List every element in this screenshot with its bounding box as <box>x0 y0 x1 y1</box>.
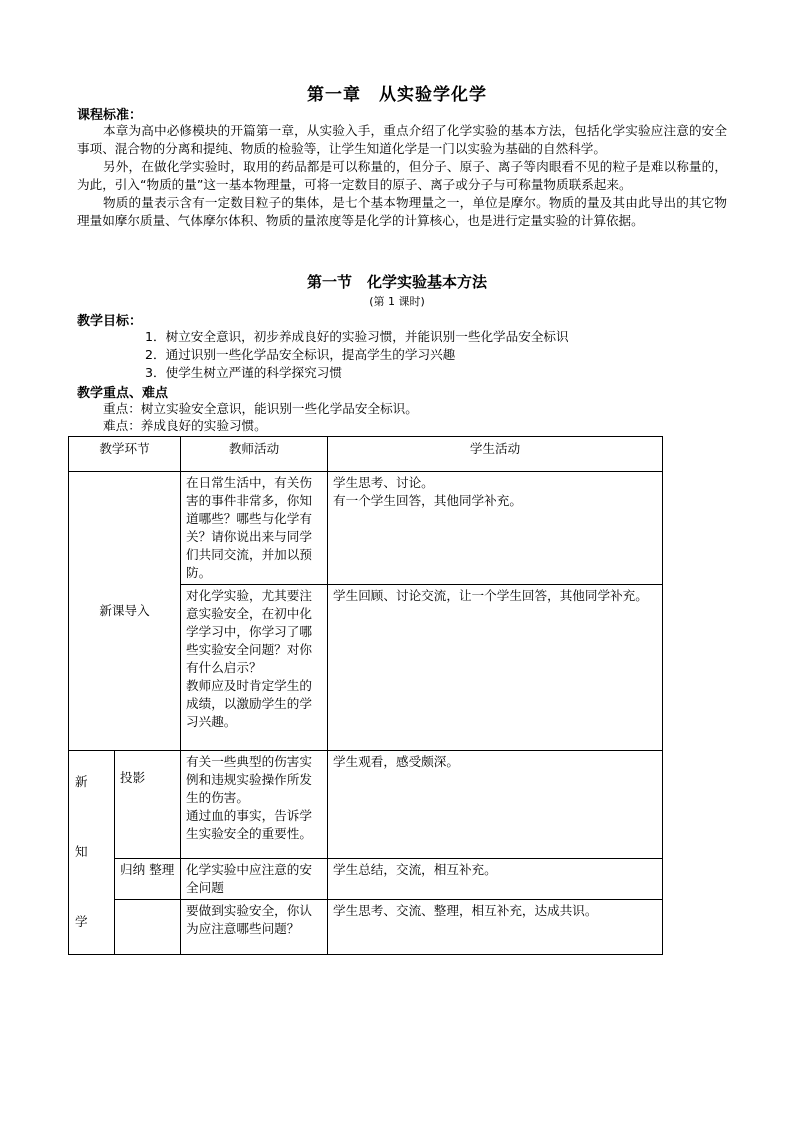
focus-label: 教学重点、难点 <box>77 386 169 401</box>
curriculum-paragraph: 另外，在做化学实验时，取用的药品都是可以称量的，但分子、原子、离子等肉眼看不见的粒子是难以称量的，为此，引入“物质的量”这一基本物理量，可将一定数目的原子、离子或分子与可称量物质联系起来。 <box>77 159 727 192</box>
lesson-plan-table <box>68 436 663 955</box>
stage-intro: 新课导入 <box>69 472 181 751</box>
student-activity: 学生思考、交流、整理，相互补充，达成共识。 <box>328 900 663 955</box>
header-teacher: 教师活动 <box>181 437 328 472</box>
table-row <box>69 751 663 859</box>
curriculum-label: 课程标准： <box>77 108 143 123</box>
goal-item: 2．通过识别一些化学品安全标识，提高学生的学习兴趣 <box>145 347 456 362</box>
focus-difficult: 难点：养成良好的实验习惯。 <box>103 418 267 433</box>
header-student: 学生活动 <box>328 437 663 472</box>
table-header-row <box>69 437 663 472</box>
sub-stage <box>115 900 181 955</box>
stage-char: 知 <box>75 844 88 859</box>
curriculum-text <box>77 122 727 230</box>
table-row <box>69 900 663 955</box>
header-stage: 教学环节 <box>69 437 181 472</box>
goal-item: 3．使学生树立严谨的科学探究习惯 <box>145 365 342 380</box>
chapter-title: 第一章 从实验学化学 <box>307 85 487 105</box>
stage-new-knowledge <box>69 751 115 955</box>
teacher-activity: 化学实验中应注意的安全问题 <box>181 859 328 900</box>
teacher-activity: 要做到实验安全，你认为应注意哪些问题？ <box>181 900 328 955</box>
curriculum-paragraph: 本章为高中必修模块的开篇第一章，从实验入手，重点介绍了化学实验的基本方法，包括化学实验应注意的安全事项、混合物的分离和提纯、物质的检验等，让学生知道化学是一门以实验为基础的自然科学。 <box>77 123 727 156</box>
section-title: 第一节 化学实验基本方法 <box>306 273 487 291</box>
student-activity: 学生观看，感受颇深。 <box>328 751 663 859</box>
student-activity: 学生总结，交流，相互补充。 <box>328 859 663 900</box>
sub-stage: 归纳 整理 <box>115 859 181 900</box>
table-row <box>69 859 663 900</box>
teacher-activity: 有关一些典型的伤害实例和违规实验操作所发生的伤害。 通过血的事实，告诉学生实验安全的重要性。 <box>181 751 328 859</box>
curriculum-paragraph: 物质的量表示含有一定数目粒子的集体，是七个基本物理量之一，单位是摩尔。物质的量及其由此导出的其它物理量如摩尔质量、气体摩尔体积、物质的量浓度等是化学的计算核心，也是进行定量实验的计算依据。 <box>77 195 727 228</box>
stage-char: 新 <box>75 774 88 789</box>
goal-item: 1．树立安全意识，初步养成良好的实验习惯，并能识别一些化学品安全标识 <box>145 329 569 344</box>
table-row <box>69 472 663 585</box>
student-activity: 学生回顾、讨论交流，让一个学生回答，其他同学补充。 <box>328 585 663 751</box>
student-activity: 学生思考、讨论。 有一个学生回答，其他同学补充。 <box>328 472 663 585</box>
teacher-activity: 对化学实验，尤其要注意实验安全，在初中化学学习中，你学习了哪些实验安全问题？对你有什么启示？ 教师应及时肯定学生的成绩，以激励学生的学习兴趣。 <box>181 585 328 751</box>
sub-stage: 投影 <box>115 751 181 859</box>
focus-key: 重点：树立实验安全意识，能识别一些化学品安全标识。 <box>103 401 418 416</box>
lesson-note: (第 1 课时) <box>369 295 425 308</box>
goals-label: 教学目标： <box>77 314 143 329</box>
stage-char: 学 <box>75 914 88 929</box>
teacher-activity: 在日常生活中，有关伤害的事件非常多，你知道哪些？哪些与化学有关？请你说出来与同学们共同交流，并加以预防。 <box>181 472 328 585</box>
